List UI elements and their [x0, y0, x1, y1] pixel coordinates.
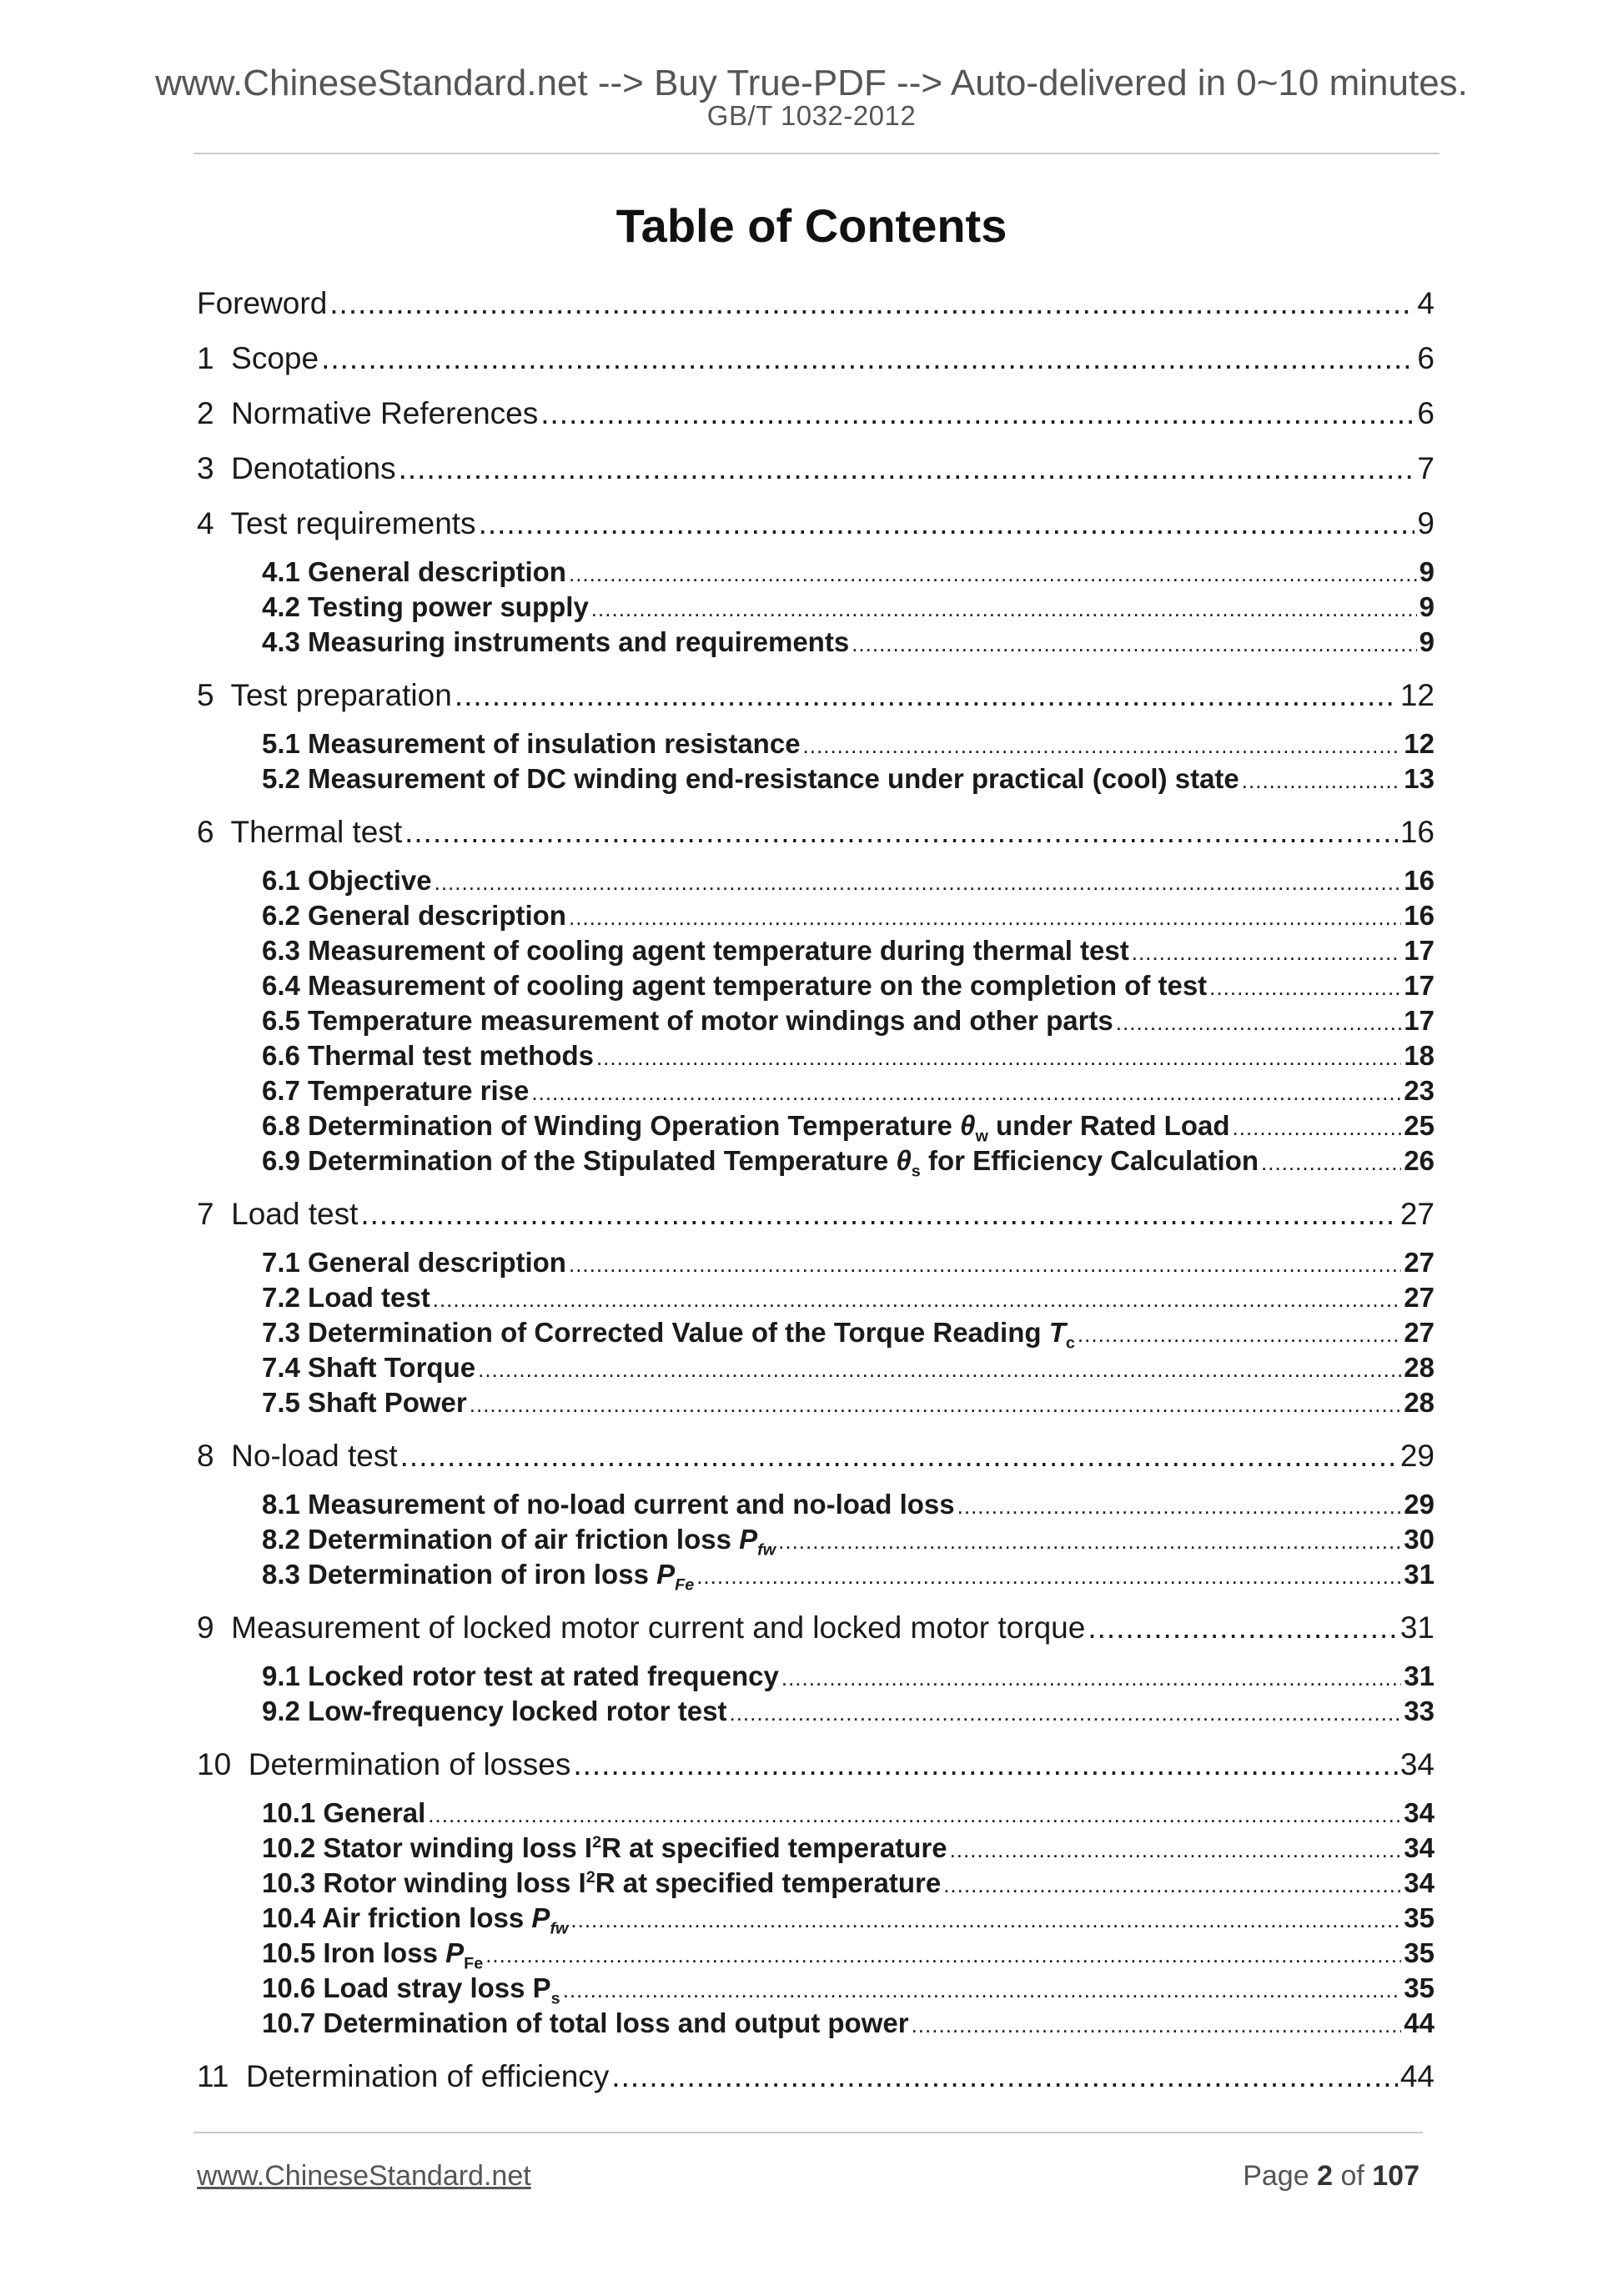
document-code: GB/T 1032-2012: [706, 100, 917, 131]
toc-section-6-5[interactable]: [197, 1003, 1435, 1038]
dot-leader: [1132, 935, 1402, 968]
toc-section-6-4[interactable]: [197, 968, 1435, 1003]
dot-leader: [569, 1247, 1401, 1280]
toc-label: 6.8 Determination of Winding Operation Temperature $\theta_w$ under Rated Load: [262, 1110, 1230, 1143]
toc-section-6-7[interactable]: [197, 1073, 1435, 1108]
toc-page: 17: [1404, 935, 1435, 966]
toc-label: 6.5 Temperature measurement of motor windings and other parts: [262, 1005, 1113, 1036]
toc-label: Normative References: [231, 396, 539, 430]
toc-label: Load test: [231, 1197, 359, 1231]
toc-page: 27: [1404, 1247, 1435, 1278]
header-banner: www.ChineseStandard.net --> Buy True-PDF --> Auto-delivered in 0~10 minutes.: [155, 63, 1468, 103]
toc-page: 44: [1399, 2059, 1435, 2093]
page-title: Table of Contents: [616, 199, 1007, 252]
toc-page: 34: [1404, 1867, 1435, 1898]
toc-page: 7: [1417, 451, 1435, 485]
toc-number: 10: [197, 1747, 232, 1781]
toc-label: Determination of losses: [248, 1747, 571, 1781]
dot-leader: [563, 1972, 1402, 2006]
toc-section-8-3[interactable]: [197, 1557, 1435, 1592]
dot-leader: [943, 1867, 1401, 1901]
toc-label: Measurement of locked motor current and locked motor torque: [231, 1610, 1086, 1645]
toc-page: 6: [1417, 396, 1435, 430]
dot-leader: [591, 591, 1417, 625]
dot-leader: [455, 671, 1398, 720]
toc-section-6-8[interactable]: [197, 1108, 1435, 1143]
dot-leader: [957, 1489, 1402, 1522]
toc-label: 6.7 Temperature rise: [262, 1075, 530, 1106]
toc-page: 31: [1404, 1660, 1435, 1691]
toc-section-10-6[interactable]: [197, 1971, 1435, 2006]
toc-chapter-6[interactable]: [197, 808, 1435, 863]
toc-page: 17: [1404, 970, 1435, 1001]
toc-section-9-1[interactable]: [197, 1659, 1435, 1694]
toc-chapter-5[interactable]: [197, 671, 1435, 726]
toc-label: Denotations: [231, 451, 396, 485]
dot-leader: [329, 279, 1414, 328]
toc-label: 6.6 Thermal test methods: [262, 1040, 594, 1071]
toc-page: 28: [1404, 1352, 1435, 1383]
toc-page: 13: [1404, 763, 1435, 794]
toc-chapter-4[interactable]: [197, 500, 1435, 555]
toc-page: 28: [1404, 1387, 1435, 1418]
toc-chapter-7[interactable]: [197, 1190, 1435, 1245]
toc-label: 7.3 Determination of Corrected Value of the Torque Reading $T_c$: [262, 1317, 1075, 1350]
dot-leader: [1116, 1005, 1402, 1038]
toc-page: 35: [1404, 1937, 1435, 1968]
toc-section-6-9[interactable]: [197, 1143, 1435, 1178]
toc-chapter-8[interactable]: [197, 1432, 1435, 1487]
toc-number: 4: [197, 506, 214, 540]
dot-leader: [399, 445, 1415, 493]
toc-chapter-foreword[interactable]: [197, 279, 1435, 334]
dot-leader: [803, 728, 1402, 761]
toc-page: 27: [1404, 1317, 1435, 1348]
dot-leader: [540, 389, 1414, 438]
toc-number: 11: [197, 2059, 229, 2093]
dot-leader: [1261, 1145, 1401, 1178]
page-counter: [1243, 2160, 1419, 2193]
toc-chapter-3[interactable]: [197, 445, 1435, 500]
toc-page: 9: [1419, 591, 1435, 622]
dot-leader: [404, 808, 1398, 857]
toc-section-10-3[interactable]: [197, 1866, 1435, 1901]
toc-label: 5.2 Measurement of DC winding end-resistance under practical (cool) state: [262, 763, 1239, 794]
toc-section-7-3[interactable]: [197, 1315, 1435, 1350]
toc-number: 8: [197, 1439, 214, 1473]
toc-page: 23: [1404, 1075, 1435, 1106]
dot-leader: [428, 1797, 1401, 1831]
toc-page: 9: [1419, 556, 1435, 587]
dot-leader: [778, 1524, 1401, 1557]
toc-page: 25: [1404, 1110, 1435, 1141]
toc-label: 5.1 Measurement of insulation resistance: [262, 728, 801, 759]
toc-section-10-4[interactable]: [197, 1901, 1435, 1936]
table-of-contents: [197, 279, 1435, 2108]
dot-leader: [1233, 1110, 1402, 1143]
dot-leader: [1209, 970, 1401, 1003]
dot-leader: [1242, 763, 1402, 796]
toc-label: 6.1 Objective: [262, 865, 432, 896]
dot-leader: [950, 1832, 1402, 1866]
toc-page: 4: [1417, 286, 1435, 320]
toc-label: 10.2 Stator winding loss $I^2R$ at specified temperature: [262, 1832, 947, 1863]
toc-chapter-11[interactable]: [197, 2052, 1435, 2108]
toc-label: 6.2 General description: [262, 900, 566, 931]
toc-section-8-2[interactable]: [197, 1522, 1435, 1557]
dot-leader: [321, 334, 1414, 383]
toc-label: 7.4 Shaft Torque: [262, 1352, 476, 1383]
dot-leader: [478, 1352, 1401, 1385]
toc-label: Test requirements: [230, 506, 476, 540]
dot-leader: [433, 1282, 1402, 1315]
toc-page: 35: [1404, 1902, 1435, 1933]
toc-section-10-7[interactable]: [197, 2006, 1435, 2041]
dot-leader: [781, 1660, 1401, 1694]
toc-label: 6.3 Measurement of cooling agent temperature during thermal test: [262, 935, 1129, 966]
toc-page: 33: [1404, 1696, 1435, 1726]
dot-leader: [400, 1432, 1398, 1480]
toc-number: 7: [197, 1197, 214, 1231]
dot-leader: [479, 500, 1415, 548]
toc-number: 3: [197, 451, 214, 485]
toc-label: 10.4 Air friction loss $P_{fw}$: [262, 1902, 569, 1936]
toc-label: 8.1 Measurement of no-load current and no-load loss: [262, 1489, 955, 1520]
toc-label: 8.2 Determination of air friction loss $P_{fw}$: [262, 1524, 776, 1557]
toc-section-7-4[interactable]: [197, 1350, 1435, 1385]
of-word: of: [1340, 2160, 1364, 2192]
footer-divider: [193, 2132, 1423, 2133]
toc-label: 10.6 Load stray loss $P_s$: [262, 1972, 560, 2006]
page-total: 107: [1372, 2160, 1419, 2192]
toc-page: 6: [1417, 341, 1435, 375]
toc-section-7-1[interactable]: [197, 1245, 1435, 1280]
toc-label: 6.4 Measurement of cooling agent temperature on the completion of test: [262, 970, 1208, 1001]
dot-leader: [485, 1937, 1401, 1971]
toc-label: Scope: [231, 341, 319, 375]
toc-number: 6: [197, 815, 214, 849]
toc-page: 18: [1404, 1040, 1435, 1071]
toc-number: 2: [197, 396, 214, 430]
toc-section-10-2[interactable]: [197, 1831, 1435, 1866]
toc-page: 34: [1399, 1747, 1435, 1781]
toc-page: 31: [1404, 1559, 1435, 1590]
dot-leader: [435, 865, 1402, 898]
toc-chapter-2[interactable]: [197, 389, 1435, 445]
toc-page: 26: [1404, 1145, 1435, 1176]
toc-chapter-9[interactable]: [197, 1604, 1435, 1659]
dot-leader: [596, 1040, 1401, 1073]
page-number: 2: [1317, 2160, 1333, 2192]
toc-label: 9.1 Locked rotor test at rated frequency: [262, 1660, 779, 1691]
toc-label: Foreword: [197, 286, 328, 320]
toc-number: 9: [197, 1610, 214, 1645]
toc-label: 10.5 Iron loss $P_{Fe}$: [262, 1937, 484, 1971]
dot-leader: [570, 1902, 1401, 1936]
toc-label: No-load test: [231, 1439, 398, 1473]
toc-section-10-5[interactable]: [197, 1936, 1435, 1971]
toc-label: 4.2 Testing power supply: [262, 591, 589, 622]
toc-section-9-2[interactable]: [197, 1694, 1435, 1729]
toc-section-8-1[interactable]: [197, 1487, 1435, 1522]
toc-page: 30: [1404, 1524, 1435, 1555]
toc-page: 27: [1404, 1282, 1435, 1313]
toc-label: 6.9 Determination of the Stipulated Temperature $\theta_s$ for Efficiency Calculation: [262, 1145, 1259, 1178]
dot-leader: [1088, 1604, 1398, 1652]
toc-section-6-3[interactable]: [197, 933, 1435, 968]
toc-page: 27: [1399, 1197, 1435, 1231]
toc-label: 7.1 General description: [262, 1247, 566, 1278]
toc-page: 29: [1399, 1439, 1435, 1473]
dot-leader: [360, 1190, 1397, 1238]
toc-label: 7.5 Shaft Power: [262, 1387, 467, 1418]
toc-page: 12: [1399, 678, 1435, 712]
toc-page: 16: [1404, 900, 1435, 931]
toc-page: 16: [1399, 815, 1435, 849]
toc-chapter-10[interactable]: [197, 1741, 1435, 1796]
toc-label: 10.1 General: [262, 1797, 426, 1828]
toc-label: 4.3 Measuring instruments and requirements: [262, 626, 850, 657]
dot-leader: [470, 1387, 1402, 1420]
toc-section-5-1[interactable]: [197, 726, 1435, 761]
toc-page: 17: [1404, 1005, 1435, 1036]
toc-section-7-2[interactable]: [197, 1280, 1435, 1315]
toc-label: 10.7 Determination of total loss and output power: [262, 2007, 909, 2038]
dot-leader: [569, 900, 1401, 933]
toc-label: 10.3 Rotor winding loss $I^2R$ at specified temperature: [262, 1867, 942, 1898]
toc-section-5-2[interactable]: [197, 761, 1435, 796]
toc-page: 44: [1404, 2007, 1435, 2038]
toc-label: 8.3 Determination of iron loss $P_{Fe}$: [262, 1559, 695, 1592]
toc-section-10-1[interactable]: [197, 1796, 1435, 1831]
toc-section-4-2[interactable]: [197, 590, 1435, 625]
toc-section-7-5[interactable]: [197, 1385, 1435, 1420]
dot-leader: [531, 1075, 1401, 1108]
toc-section-4-1[interactable]: [197, 555, 1435, 590]
toc-page: 29: [1404, 1489, 1435, 1520]
toc-label: 4.1 General description: [262, 556, 566, 587]
toc-label: Thermal test: [230, 815, 403, 849]
toc-section-4-3[interactable]: [197, 625, 1435, 660]
toc-page: 16: [1404, 865, 1435, 896]
toc-page: 31: [1399, 1610, 1435, 1645]
dot-leader: [729, 1696, 1401, 1729]
toc-chapter-1[interactable]: [197, 334, 1435, 389]
toc-label: Test preparation: [230, 678, 452, 712]
header-divider: [193, 153, 1440, 154]
dot-leader: [611, 2052, 1398, 2101]
dot-leader: [912, 2007, 1402, 2041]
toc-page: 9: [1419, 626, 1435, 657]
toc-number: 1: [197, 341, 214, 375]
toc-label: Determination of efficiency: [245, 2059, 610, 2093]
toc-page: 9: [1417, 506, 1435, 540]
toc-section-6-2[interactable]: [197, 898, 1435, 933]
toc-page: 34: [1404, 1832, 1435, 1863]
dot-leader: [696, 1559, 1401, 1592]
dot-leader: [1078, 1317, 1401, 1350]
toc-page: 12: [1404, 728, 1435, 759]
toc-page: 35: [1404, 1972, 1435, 2003]
toc-page: 34: [1404, 1797, 1435, 1828]
dot-leader: [573, 1741, 1398, 1789]
footer-site-link[interactable]: www.ChineseStandard.net: [197, 2160, 531, 2192]
dot-leader: [569, 556, 1417, 590]
toc-label: 9.2 Low-frequency locked rotor test: [262, 1696, 727, 1726]
page-word: Page: [1243, 2160, 1309, 2192]
toc-number: 5: [197, 678, 214, 712]
toc-section-6-6[interactable]: [197, 1038, 1435, 1073]
toc-label: 7.2 Load test: [262, 1282, 430, 1313]
dot-leader: [852, 626, 1416, 660]
toc-section-6-1[interactable]: [197, 863, 1435, 898]
